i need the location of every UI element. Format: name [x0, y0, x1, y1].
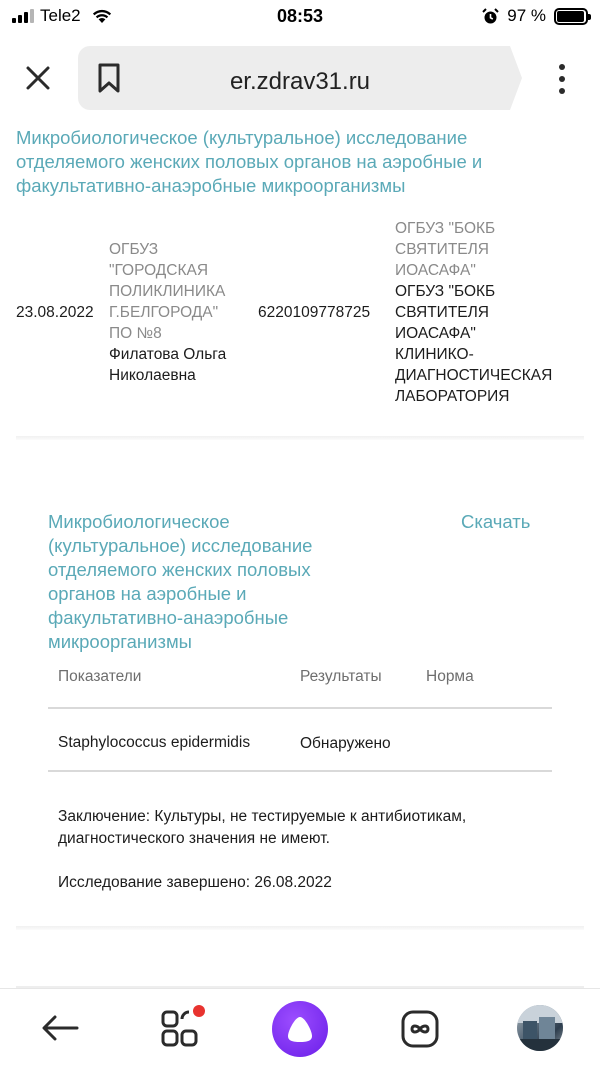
doctor-name	[109, 344, 259, 386]
alarm-icon	[482, 8, 499, 25]
clinic-line: Г.БЕЛГОРОДА"	[109, 304, 219, 321]
lab-line: СВЯТИТЕЛЯ	[395, 304, 489, 321]
lab-org-line: ИОАСАФА"	[395, 262, 476, 279]
row-result: Обнаружено	[300, 735, 391, 752]
doctor-line: Николаевна	[109, 367, 196, 384]
avatar-photo	[517, 1005, 563, 1051]
battery-level	[557, 11, 584, 22]
lab-org-line: СВЯТИТЕЛЯ	[395, 241, 489, 258]
lab-line: ОГБУЗ "БОКБ	[395, 283, 496, 300]
clinic-name	[109, 239, 259, 344]
battery-percent: 97 %	[507, 6, 546, 25]
lab-organization	[395, 218, 585, 281]
lab-line: ИОАСАФА"	[395, 325, 476, 342]
notification-dot	[193, 1005, 205, 1017]
browser-toolbar	[0, 34, 600, 122]
clinic-line: ПО №8	[109, 325, 162, 342]
clinic-line: ОГБУЗ	[109, 241, 159, 258]
card-divider	[16, 926, 584, 930]
close-icon[interactable]	[22, 62, 54, 94]
service-info-row	[16, 218, 584, 408]
more-vert-icon[interactable]	[552, 62, 572, 96]
lab-line: ДИАГНОСТИЧЕСКАЯ	[395, 367, 553, 384]
page-content	[0, 122, 600, 988]
card-divider	[16, 436, 584, 440]
bottom-navigation	[0, 988, 600, 1066]
lab-name	[395, 281, 585, 407]
clinic-line: ПОЛИКЛИНИКА	[109, 283, 226, 300]
url-text[interactable]: er.zdrav31.ru	[229, 68, 371, 95]
status-bar	[0, 0, 600, 34]
bookmark-icon[interactable]	[96, 62, 122, 94]
conclusion-text: Заключение: Культуры, не тестируемые к антибиотикам, диагностического значения не имеют.	[58, 808, 467, 847]
order-number: 6220109778725	[258, 304, 371, 321]
alice-triangle-icon	[272, 1001, 328, 1057]
doctor-line: Филатова Ольга	[109, 346, 227, 363]
clock: 08:53	[276, 6, 324, 26]
battery-icon	[554, 8, 588, 25]
header-indicator: Показатели	[58, 668, 142, 685]
lab-org-line: ОГБУЗ "БОКБ	[395, 220, 496, 237]
carrier-name: Tele2	[40, 6, 81, 25]
back-arrow-icon[interactable]	[40, 1013, 80, 1043]
service-clinic	[109, 239, 259, 386]
alice-assistant-icon[interactable]	[272, 1001, 328, 1057]
completed-text: Исследование завершено: 26.08.2022	[58, 874, 332, 891]
lab-line: ЛАБОРАТОРИЯ	[395, 388, 510, 405]
profile-avatar[interactable]	[517, 1005, 563, 1051]
status-right	[482, 6, 588, 26]
lab-line: КЛИНИКО-	[395, 346, 474, 363]
clinic-line: "ГОРОДСКАЯ	[109, 262, 209, 279]
header-result: Результаты	[300, 668, 382, 685]
header-norm: Норма	[426, 668, 474, 685]
service-lab	[395, 218, 585, 407]
service-title: Микробиологическое (культуральное) исследование отделяемого женских половых органов на аэробные и факультативно-анаэробные микроорганизмы	[16, 127, 483, 196]
result-title: Микробиологическое (культуральное) исследование отделяемого женских половых органов на аэробные и факультативно-анаэробные микроорганизмы	[48, 511, 313, 652]
download-link[interactable]: Скачать	[461, 511, 531, 532]
table-header-divider	[48, 707, 552, 709]
service-date: 23.08.2022	[16, 304, 94, 321]
tabs-icon[interactable]	[400, 1009, 440, 1049]
row-indicator: Staphylococcus epidermidis	[58, 734, 251, 751]
table-row-divider	[48, 770, 552, 772]
